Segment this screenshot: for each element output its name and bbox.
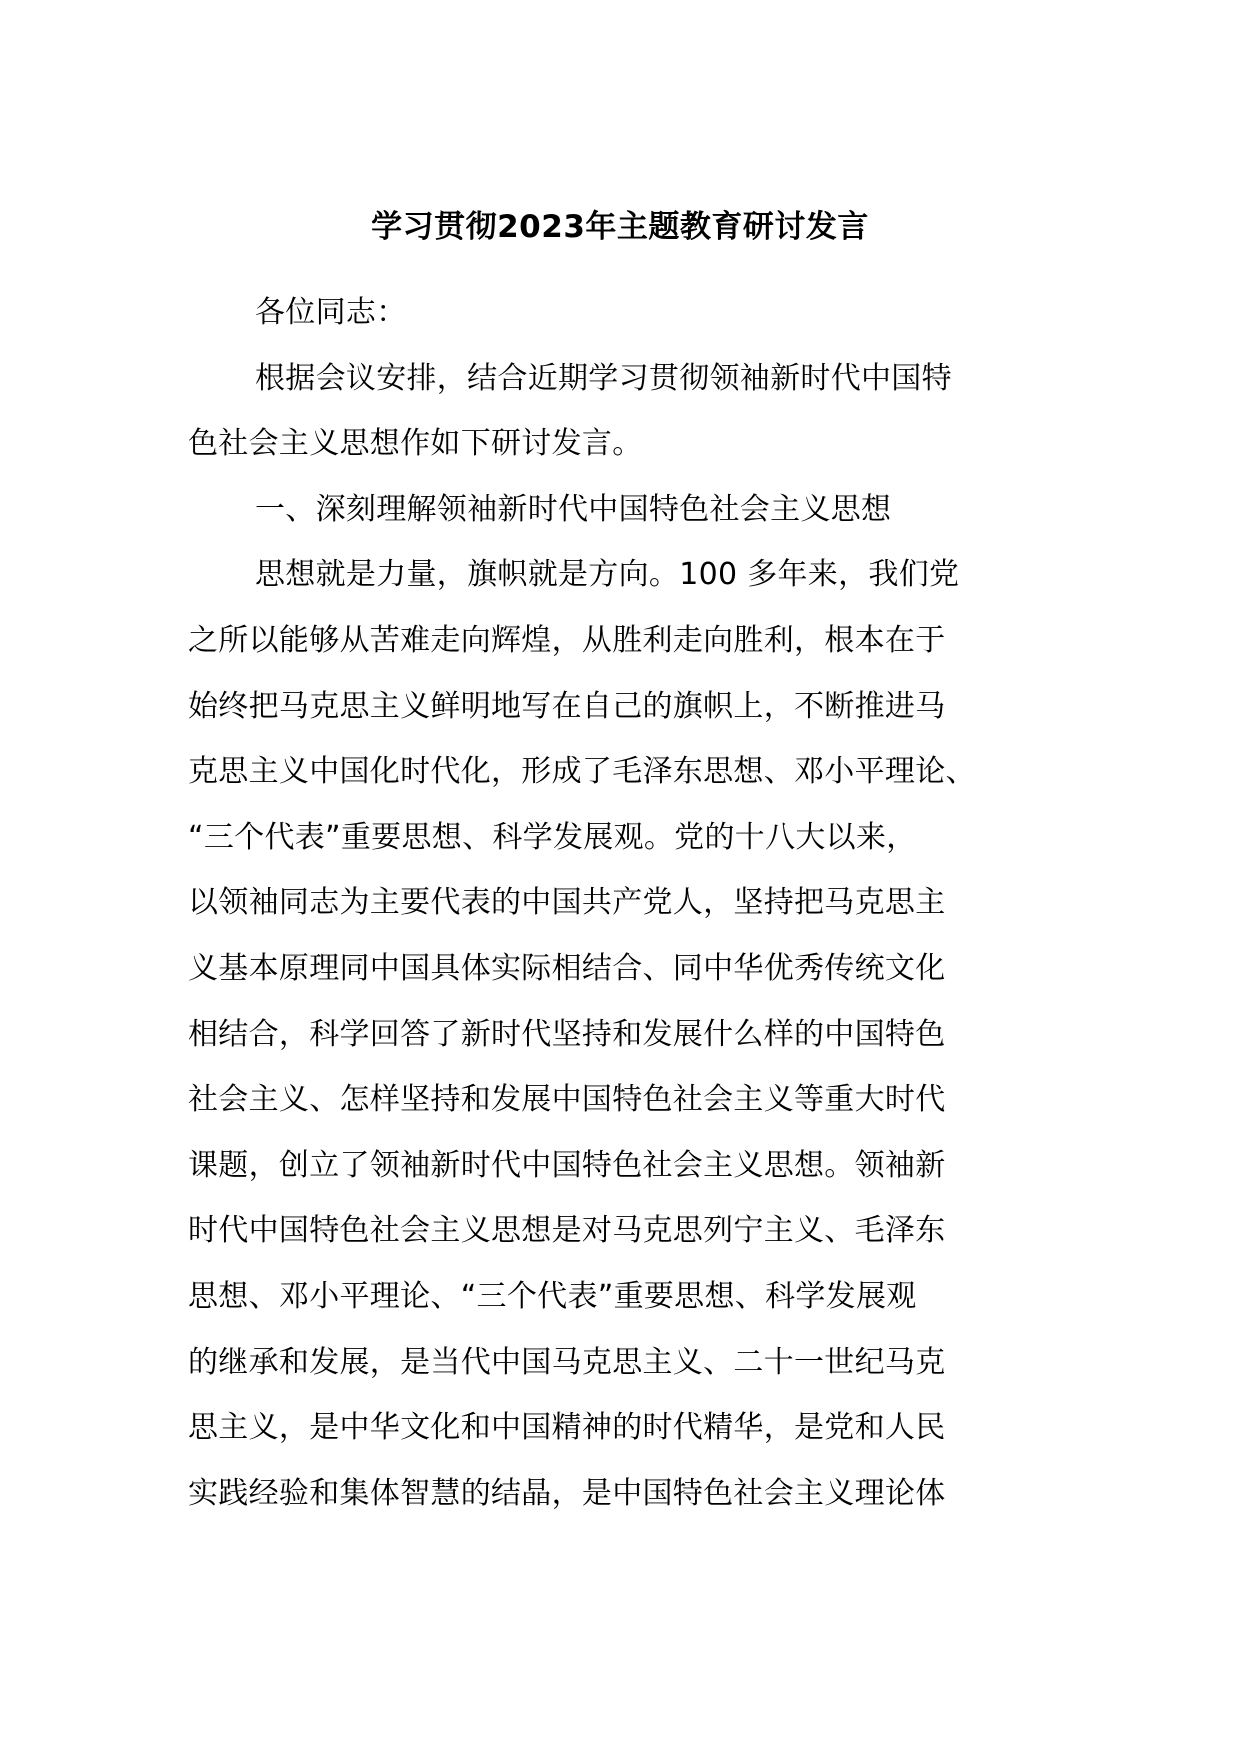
paragraph-line: 色社会主义思想作如下研讨发言。 <box>188 426 643 462</box>
document-title: 学习贯彻2023年主题教育研讨发言 <box>371 209 869 245</box>
paragraph-line: 相结合，科学回答了新时代坚持和发展什么样的中国特色 <box>188 1016 946 1052</box>
paragraph-line: 根据会议安排，结合近期学习贯彻领袖新时代中国特 <box>255 360 952 396</box>
salutation-line: 各位同志： <box>255 295 407 330</box>
paragraph-line: 以领袖同志为主要代表的中国共产党人，坚持把马克思主 <box>188 885 946 921</box>
paragraph-line: “三个代表”重要思想、科学发展观。党的十八大以来， <box>188 819 917 855</box>
paragraph-line: 的继承和发展，是当代中国马克思主义、二十一世纪马克 <box>188 1344 946 1380</box>
paragraph-line: 思想就是力量，旗帜就是方向。100 多年来，我们党 <box>255 557 960 593</box>
paragraph-line: 义基本原理同中国具体实际相结合、同中华优秀传统文化 <box>188 950 946 986</box>
document-body <box>188 280 1068 1526</box>
paragraph-line: 实践经验和集体智慧的结晶，是中国特色社会主义理论体 <box>188 1475 946 1511</box>
paragraph-line: 思想、邓小平理论、“三个代表”重要思想、科学发展观 <box>188 1278 917 1314</box>
paragraph-line: 始终把马克思主义鲜明地写在自己的旗帜上，不断推进马 <box>188 688 946 724</box>
paragraph-line: 课题，创立了领袖新时代中国特色社会主义思想。领袖新 <box>188 1147 946 1183</box>
paragraph-line: 思主义，是中华文化和中国精神的时代精华，是党和人民 <box>188 1410 946 1446</box>
paragraph-line: 社会主义、怎样坚持和发展中国特色社会主义等重大时代 <box>188 1082 946 1118</box>
paragraph-line: 之所以能够从苦难走向辉煌，从胜利走向胜利，根本在于 <box>188 622 946 658</box>
section-heading: 一、深刻理解领袖新时代中国特色社会主义思想 <box>255 491 892 527</box>
paragraph-line: 时代中国特色社会主义思想是对马克思列宁主义、毛泽东 <box>188 1213 946 1249</box>
paragraph-line: 克思主义中国化时代化，形成了毛泽东思想、邓小平理论、 <box>188 754 976 790</box>
